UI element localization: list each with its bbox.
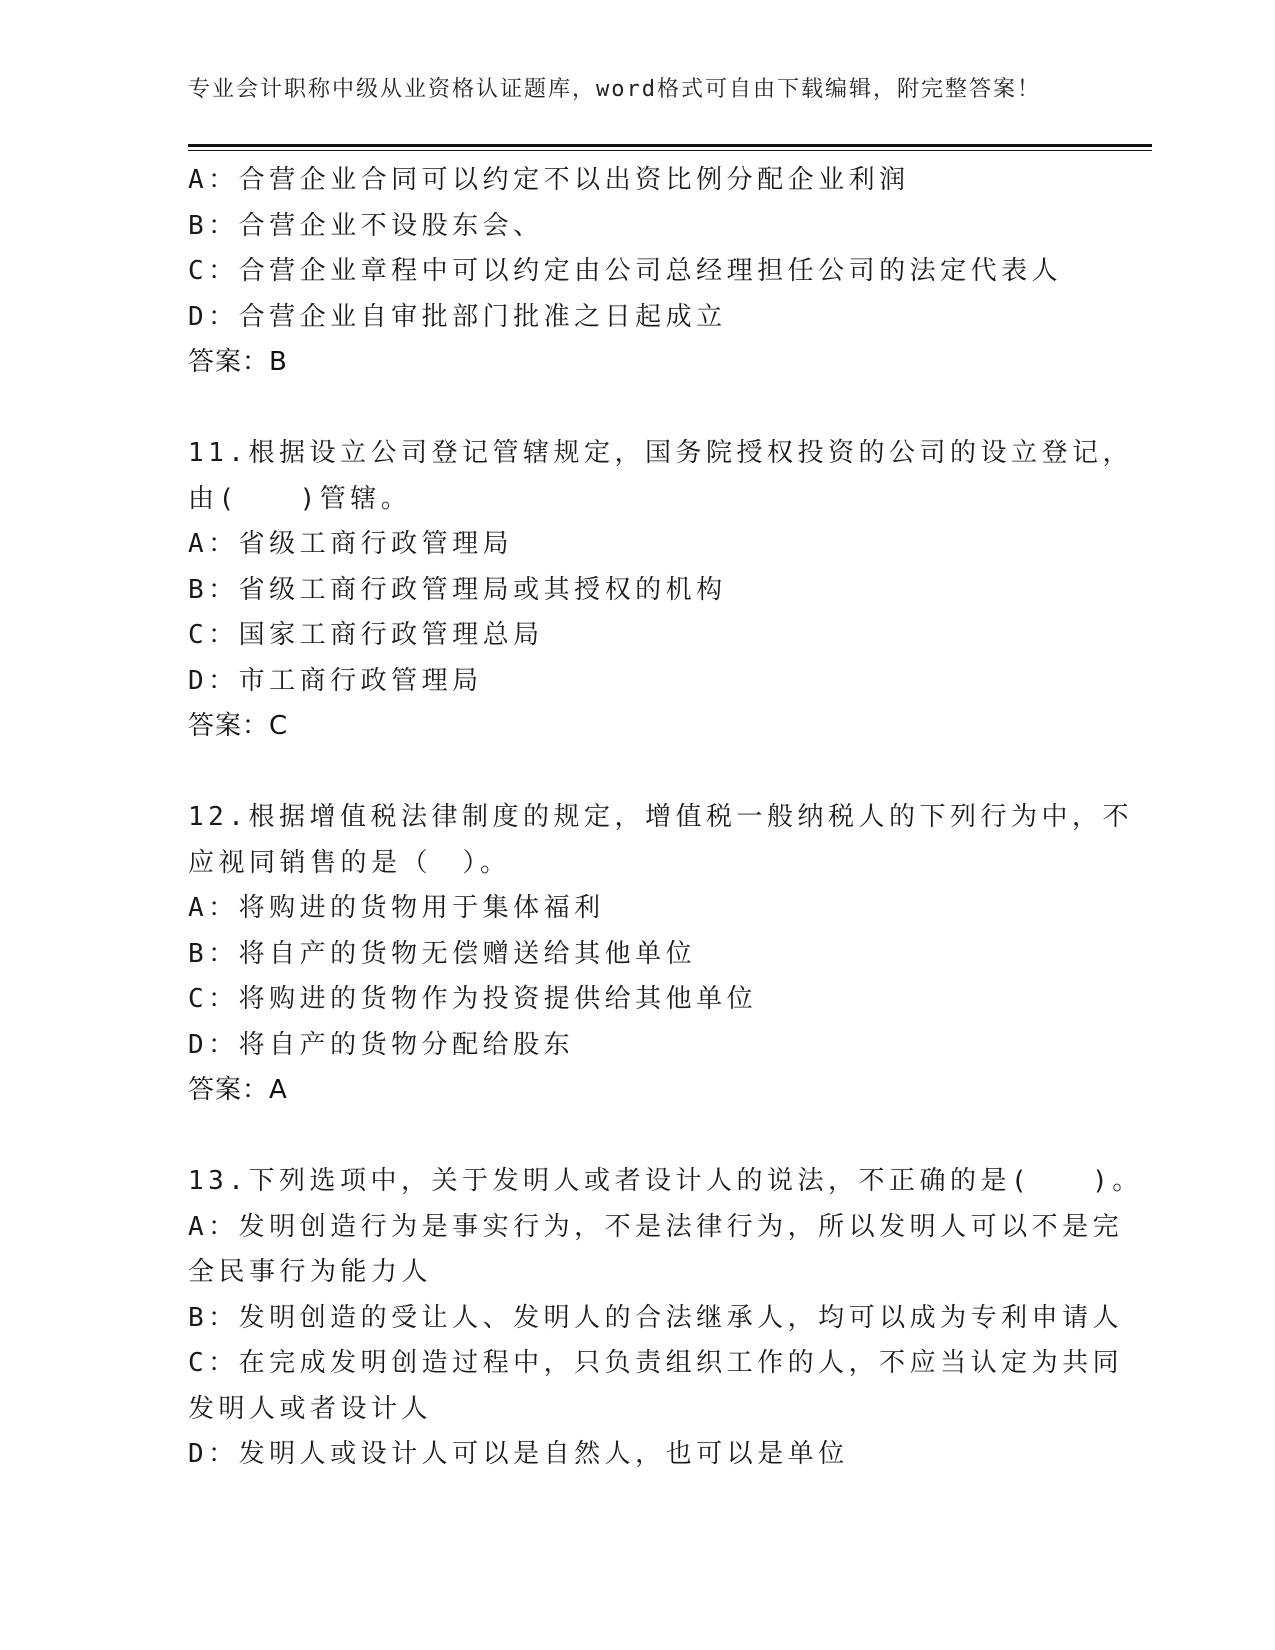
answer-line: 答案：B [188, 347, 288, 377]
question-stem: 11.根据设立公司登记管辖规定，国务院授权投资的公司的设立登记， [188, 438, 1133, 468]
option-line: D：将自产的货物分配给股东 [188, 1029, 575, 1060]
option-line: B：合营企业不设股东会、 [188, 210, 544, 241]
question-stem: 13.下列选项中，关于发明人或者设计人的说法，不正确的是( )。 [188, 1166, 1143, 1196]
question-block [188, 158, 1068, 386]
option-line: B：将自产的货物无偿赠送给其他单位 [188, 938, 697, 969]
question-block [188, 795, 1133, 1114]
question-stem: 由( )管辖。 [188, 483, 412, 514]
option-line: D：市工商行政管理局 [188, 665, 483, 696]
question-stem: 应视同销售的是（ ）。 [188, 847, 511, 878]
block-spacer [188, 1114, 1068, 1160]
option-line: D：合营企业自审批部门批准之日起成立 [188, 301, 727, 332]
option-line: D：发明人或设计人可以是自然人，也可以是单位 [188, 1439, 849, 1469]
option-line: C：国家工商行政管理总局 [188, 620, 544, 650]
block-spacer [188, 386, 1068, 432]
option-line: B：省级工商行政管理局或其授权的机构 [188, 574, 727, 605]
question-stem: 12.根据增值税法律制度的规定，增值税一般纳税人的下列行为中，不 [188, 802, 1133, 832]
question-block [188, 431, 1133, 750]
option-line: C：在完成发明创造过程中，只负责组织工作的人，不应当认定为共同 [188, 1348, 1124, 1378]
option-line: A：将购进的货物用于集体福利 [188, 893, 605, 923]
header-rule-thin [188, 150, 1152, 151]
page-header: 专业会计职称中级从业资格认证题库，word格式可自由下载编辑，附完整答案！ [188, 77, 1041, 102]
block-spacer [188, 750, 1068, 796]
option-line: A：合营企业合同可以约定不以出资比例分配企业利润 [188, 165, 910, 195]
option-line: A：省级工商行政管理局 [188, 529, 514, 559]
option-line: 发明人或者设计人 [188, 1393, 433, 1424]
option-line: C：将购进的货物作为投资提供给其他单位 [188, 984, 758, 1014]
option-line: C：合营企业章程中可以约定由公司总经理担任公司的法定代表人 [188, 256, 1063, 286]
question-block [188, 1159, 1143, 1478]
question-content [188, 158, 1143, 1478]
answer-line: 答案：A [188, 1075, 288, 1105]
option-line: B：发明创造的受让人、发明人的合法继承人，均可以成为专利申请人 [188, 1302, 1124, 1333]
option-line: 全民事行为能力人 [188, 1257, 433, 1287]
option-line: A：发明创造行为是事实行为，不是法律行为，所以发明人可以不是完 [188, 1211, 1124, 1242]
answer-line: 答案：C [188, 711, 289, 741]
header-rule-thick [188, 144, 1152, 147]
